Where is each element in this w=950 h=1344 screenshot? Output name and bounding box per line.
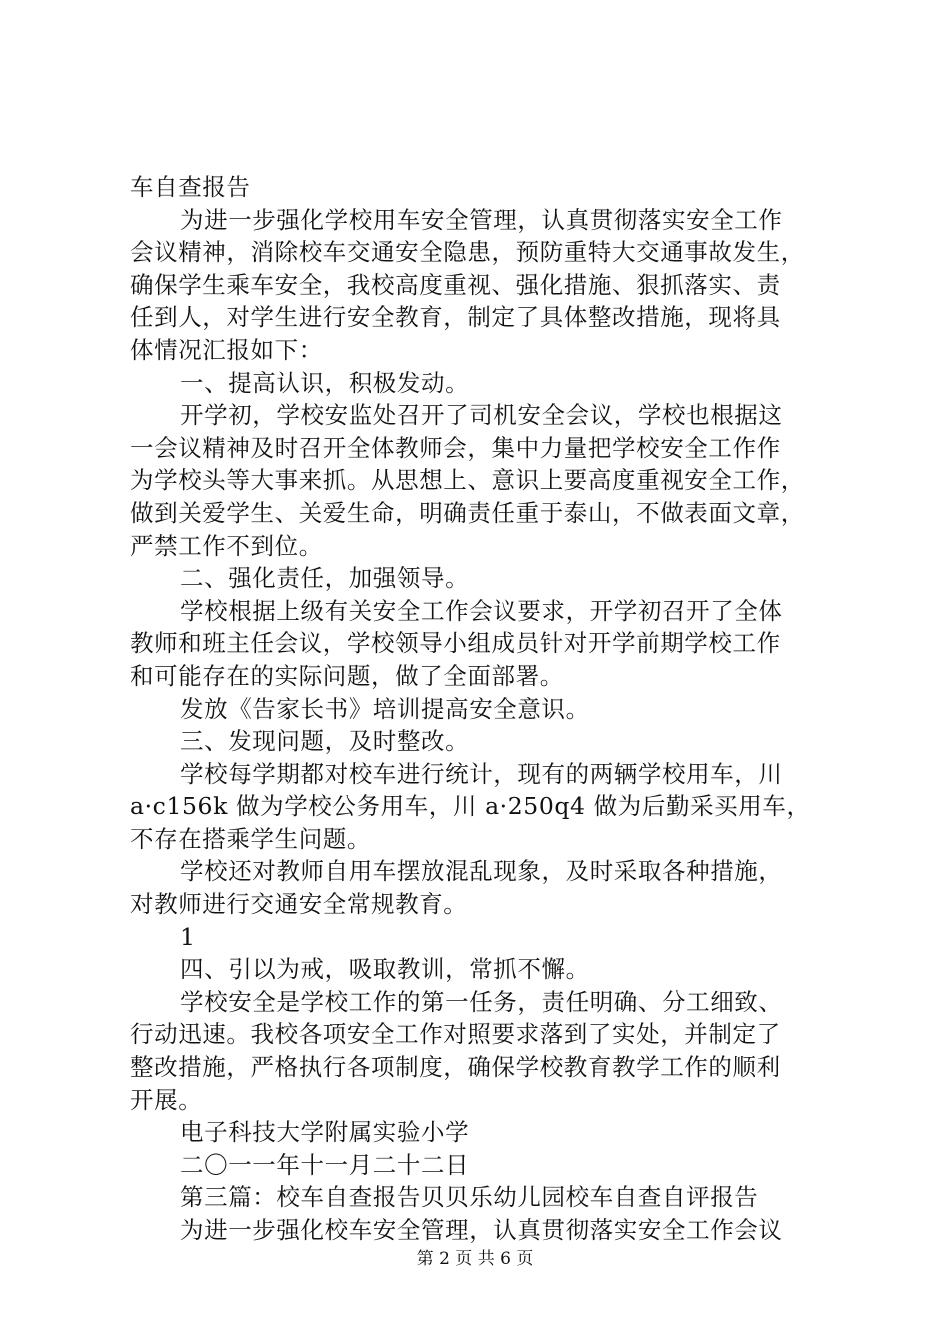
text-line: 不存在搭乘学生问题。 — [130, 824, 371, 853]
text-line: 发放《告家长书》培训提高安全意识。 — [180, 694, 590, 723]
text-line: 为学校头等大事来抓。从思想上、意识上要高度重视安全工作， — [130, 466, 805, 495]
text-line: 一、提高认识，积极发动。 — [180, 368, 470, 397]
text-line: 做到关爱学生、关爱生命，明确责任重于泰山，不做表面文章， — [130, 498, 805, 527]
text-line: 为进一步强化校车安全管理，认真贯彻落实安全工作会议 — [180, 1216, 783, 1244]
text-line: 学校还对教师自用车摆放混乱现象，及时采取各种措施， — [180, 857, 783, 886]
text-line: 行动迅速。我校各项安全工作对照要求落到了实处，并制定了 — [130, 1020, 781, 1049]
text-line: 电子科技大学附属实验小学 — [180, 1118, 470, 1147]
text-line: 开展。 — [130, 1085, 203, 1114]
text-line: 一会议精神及时召开全体教师会，集中力量把学校安全工作作 — [130, 433, 781, 462]
text-line: 学校根据上级有关安全工作会议要求，开学初召开了全体 — [180, 596, 783, 625]
text-line: 开学初，学校安监处召开了司机安全会议，学校也根据这 — [180, 401, 783, 430]
text-line: 整改措施，严格执行各项制度，确保学校教育教学工作的顺利 — [130, 1053, 781, 1082]
text-line: 严禁工作不到位。 — [130, 531, 323, 560]
text-line: 二〇一一年十一月二十二日 — [180, 1150, 470, 1179]
text-line: 四、引以为戒，吸取教训，常抓不懈。 — [180, 955, 590, 984]
text-line: 三、发现问题，及时整改。 — [180, 727, 470, 756]
text-line: 第三篇：校车自查报告贝贝乐幼儿园校车自查自评报告 — [180, 1183, 759, 1212]
text-line: 和可能存在的实际问题，做了全面部署。 — [130, 661, 564, 690]
text-line: a·c156k 做为学校公务用车，川 a·250q4 做为后勤采买用车， — [130, 792, 811, 821]
document-body — [130, 171, 850, 1247]
text-line: 教师和班主任会议，学校领导小组成员针对开学前期学校工作 — [130, 629, 781, 658]
text-line: 体情况汇报如下： — [130, 335, 323, 364]
text-line: 学校每学期都对校车进行统计，现有的两辆学校用车，川 — [180, 759, 783, 788]
text-line: 二、强化责任，加强领导。 — [180, 564, 470, 593]
text-line: 对教师进行交通安全常规教育。 — [130, 890, 468, 919]
text-line: 会议精神，消除校车交通安全隐患，预防重特大交通事故发生， — [130, 238, 805, 267]
text-line: 任到人，对学生进行安全教育，制定了具体整改措施，现将具 — [130, 303, 781, 332]
text-line: 学校安全是学校工作的第一任务，责任明确、分工细致、 — [180, 987, 783, 1016]
text-line: 1 — [180, 922, 196, 951]
text-line: 确保学生乘车安全，我校高度重视、强化措施、狠抓落实、责 — [130, 270, 781, 299]
text-line: 车自查报告 — [130, 173, 251, 201]
text-line: 为进一步强化学校用车安全管理，认真贯彻落实安全工作 — [180, 205, 783, 234]
page-footer: 第 2 页 共 6 页 — [416, 1249, 534, 1269]
